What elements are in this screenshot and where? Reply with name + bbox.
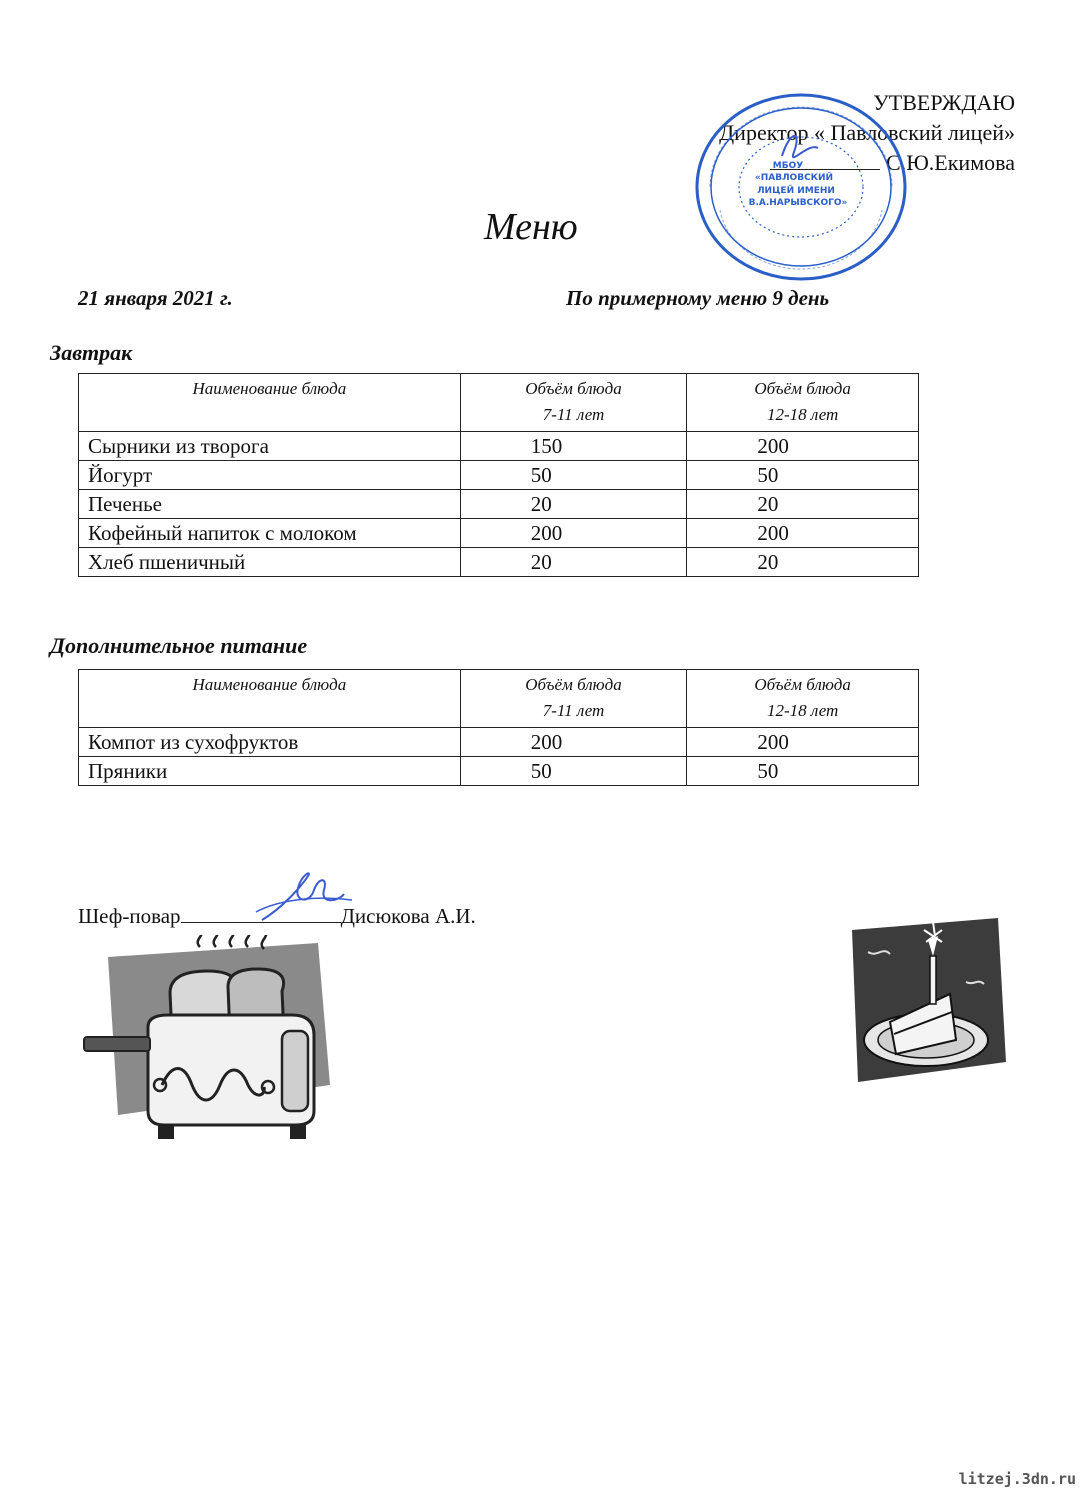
- table-header-row: [79, 374, 919, 432]
- table-row: Хлеб пшеничный 20 20: [79, 548, 919, 577]
- table-row: Кофейный напиток с молоком 200 200: [79, 519, 919, 548]
- extra-heading: Дополнительное питание: [50, 633, 308, 658]
- table-row: Компот из сухофруктов 200 200: [79, 728, 919, 757]
- table-row: Пряники 50 50: [79, 757, 919, 786]
- site-watermark: litzej.3dn.ru: [958, 1470, 1076, 1488]
- table-row: Йогурт 50 50: [79, 461, 919, 490]
- table-row: Печенье 20 20: [79, 490, 919, 519]
- school-stamp: [690, 90, 912, 285]
- table-header-row: [79, 670, 919, 728]
- menu-date: 21 января 2021 г.: [78, 286, 233, 310]
- cake-illustration: [838, 912, 1008, 1084]
- chef-handwritten-signature: [252, 868, 362, 928]
- chef-label: Шеф-повар: [78, 904, 181, 928]
- svg-text:МБОУ: МБОУ: [772, 161, 804, 171]
- svg-text:В.А.НАРЫВСКОГО»: В.А.НАРЫВСКОГО»: [748, 198, 848, 208]
- svg-text:ЛИЦЕЙ ИМЕНИ: ЛИЦЕЙ ИМЕНИ: [757, 186, 835, 196]
- extra-table: [78, 669, 919, 786]
- header-volume-senior: Объём блюда 12-18 лет: [687, 374, 919, 432]
- svg-text:«ПАВЛОВСКИЙ: «ПАВЛОВСКИЙ: [754, 173, 834, 183]
- page-title: Меню: [484, 206, 578, 248]
- approval-title: УТВЕРЖДАЮ: [873, 90, 1015, 115]
- table-row: Сырники из творога 150 200: [79, 432, 919, 461]
- breakfast-heading: Завтрак: [50, 340, 133, 365]
- approval-signer: С.Ю.Екимова: [886, 150, 1015, 175]
- approval-position: Директор « Павловский лицей»: [719, 120, 1015, 145]
- header-volume-senior: Объём блюда 12-18 лет: [687, 670, 919, 728]
- chef-name: Дисюкова А.И.: [340, 904, 476, 928]
- header-volume-junior: Объём блюда 7-11 лет: [460, 670, 687, 728]
- breakfast-table: [78, 373, 919, 577]
- menu-day: По примерному меню 9 день: [566, 286, 830, 310]
- header-dish-name: Наименование блюда: [79, 670, 461, 728]
- header-dish-name: Наименование блюда: [79, 374, 461, 432]
- header-volume-junior: Объём блюда 7-11 лет: [460, 374, 687, 432]
- toaster-illustration: [78, 935, 338, 1160]
